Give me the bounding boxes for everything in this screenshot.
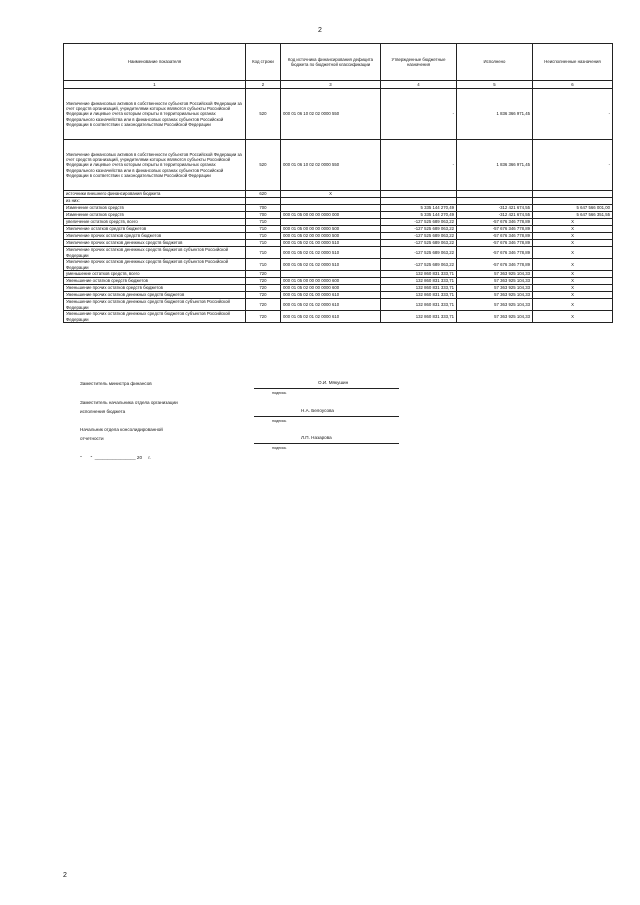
table-row	[64, 271, 613, 278]
cell-executed: 57 363 925 104,33	[457, 278, 533, 285]
header-indicator-name: Наименование показателя	[64, 44, 246, 81]
signature-hint: подпись	[272, 391, 287, 395]
cell-executed: -57 676 346 778,89	[457, 240, 533, 247]
table-row	[64, 212, 613, 219]
accounting-head-label-line2: отчетности	[80, 436, 104, 441]
cell-indicator-name: увеличение остатков средств, всего	[64, 219, 246, 226]
cell-unexecuted: X	[533, 311, 613, 323]
cell-line-code: 710	[246, 240, 281, 247]
cell-indicator-name: Увеличение остатков средств бюджетов	[64, 226, 246, 233]
table-row	[64, 311, 613, 323]
table-row	[64, 191, 613, 198]
signature-hint: подпись	[272, 446, 287, 450]
cell-executed: 57 363 925 104,33	[457, 311, 533, 323]
table-row	[64, 259, 613, 271]
cell-source-code	[281, 219, 381, 226]
cell-source-code: 000 01 05 00 00 00 0000 600	[281, 278, 381, 285]
cell-line-code: 700	[246, 205, 281, 212]
cell-approved: 132 860 831 333,71	[381, 292, 457, 299]
cell-indicator-name: Увеличение финансовых активов в собственности субъектов Российской Федерации за счет средств организаций, учредителями которых являются субъекты Российской Федерации и лицевые счета которым открыты в территориальных органах Федерального казначейства или в финансовых органах субъектов Российской Федерации в соответствии с законодательством Российской Федерации	[64, 140, 246, 191]
cell-indicator-name: Уменьшение остатков средств бюджетов	[64, 278, 246, 285]
cell-executed: -57 676 346 778,89	[457, 247, 533, 259]
cell-source-code: 000 01 06 10 02 02 0000 550	[281, 140, 381, 191]
header-approved: Утвержденные бюджетные назначения	[381, 44, 457, 81]
cell-source-code: 000 01 05 02 01 02 0000 510	[281, 259, 381, 271]
cell-approved: -127 525 689 063,22	[381, 259, 457, 271]
cell-indicator-name: Уменьшение прочих остатков денежных средств бюджетов субъектов Российской Федерации	[64, 311, 246, 323]
header-line-code: Код строки	[246, 44, 281, 81]
cell-line-code: 620	[246, 191, 281, 198]
column-number: 4	[381, 81, 457, 89]
cell-executed: 1 836 366 971,45	[457, 89, 533, 140]
cell-unexecuted: 5 647 566 351,55	[533, 212, 613, 219]
cell-executed: 57 363 925 104,33	[457, 285, 533, 292]
page-number-bottom: 2	[63, 872, 67, 879]
cell-approved: 132 860 831 333,71	[381, 311, 457, 323]
cell-source-code: 000 01 05 02 01 02 0000 610	[281, 299, 381, 311]
cell-executed: 57 363 925 104,33	[457, 271, 533, 278]
cell-approved: 132 860 831 333,71	[381, 271, 457, 278]
table-row	[64, 89, 613, 140]
cell-executed	[457, 198, 533, 205]
cell-unexecuted: -	[533, 140, 613, 191]
cell-executed: 57 363 925 104,33	[457, 292, 533, 299]
column-number: 1	[64, 81, 246, 89]
accounting-head-name: Л.П. Назарова	[301, 435, 332, 440]
column-number: 3	[281, 81, 381, 89]
cell-executed	[457, 191, 533, 198]
cell-line-code: 720	[246, 292, 281, 299]
cell-source-code: 000 01 06 10 02 02 0000 550	[281, 89, 381, 140]
cell-unexecuted: X	[533, 278, 613, 285]
date-line: " " ________________ 20 г.	[80, 455, 151, 460]
deputy-minister-name: О.И. Мякушин	[318, 380, 349, 385]
cell-line-code: 710	[246, 233, 281, 240]
table-row	[64, 226, 613, 233]
cell-unexecuted: -	[533, 89, 613, 140]
cell-source-code: 000 01 05 02 01 02 0000 510	[281, 247, 381, 259]
column-number: 6	[533, 81, 613, 89]
cell-approved: 5 335 144 270,49	[381, 205, 457, 212]
cell-source-code: 000 01 05 02 01 02 0000 610	[281, 311, 381, 323]
cell-line-code: 520	[246, 89, 281, 140]
cell-unexecuted: X	[533, 233, 613, 240]
header-executed: Исполнено	[457, 44, 533, 81]
cell-approved	[381, 198, 457, 205]
cell-indicator-name: Уменьшение прочих остатков денежных средств бюджетов	[64, 292, 246, 299]
table-row	[64, 219, 613, 226]
accounting-head-label-line1: Начальник отдела консолидированной	[80, 427, 163, 432]
cell-approved: -127 525 689 063,22	[381, 233, 457, 240]
cell-line-code: 720	[246, 285, 281, 292]
cell-indicator-name: Уменьшение прочих остатков средств бюджетов	[64, 285, 246, 292]
table-row	[64, 299, 613, 311]
cell-approved: 132 860 831 333,71	[381, 278, 457, 285]
cell-executed: 1 836 366 971,45	[457, 140, 533, 191]
dept-head-label-line1: Заместитель начальника отдела организации	[80, 400, 178, 405]
signature-hint: подпись	[272, 419, 287, 423]
table-row	[64, 247, 613, 259]
cell-approved: 132 860 831 333,71	[381, 299, 457, 311]
page-number-top: 2	[318, 27, 322, 34]
cell-unexecuted: X	[533, 226, 613, 233]
table-row	[64, 240, 613, 247]
cell-unexecuted: 5 647 566 001,00	[533, 205, 613, 212]
cell-unexecuted: X	[533, 271, 613, 278]
cell-source-code: 000 01 05 02 01 00 0000 610	[281, 292, 381, 299]
cell-indicator-name: Уменьшение прочих остатков денежных средств бюджетов субъектов Российской Федерации	[64, 299, 246, 311]
cell-unexecuted: X	[533, 285, 613, 292]
cell-indicator-name: источники внешнего финансирования бюджета	[64, 191, 246, 198]
table-row	[64, 198, 613, 205]
cell-unexecuted: X	[533, 219, 613, 226]
cell-unexecuted: X	[533, 259, 613, 271]
column-number: 2	[246, 81, 281, 89]
dept-head-label-line2: исполнения бюджета	[80, 409, 126, 414]
cell-executed: -312 421 674,55	[457, 212, 533, 219]
cell-approved: -127 525 689 063,22	[381, 219, 457, 226]
cell-indicator-name: из них:	[64, 198, 246, 205]
dept-head-name: Н.А. Белоусова	[301, 408, 334, 413]
cell-approved: -	[381, 89, 457, 140]
cell-indicator-name: уменьшение остатков средств, всего	[64, 271, 246, 278]
cell-unexecuted	[533, 198, 613, 205]
cell-line-code: 720	[246, 311, 281, 323]
cell-line-code: 520	[246, 140, 281, 191]
cell-line-code	[246, 198, 281, 205]
table-row	[64, 233, 613, 240]
header-source-code: Код источника финансирования дефицита бюджета по бюджетной классификации	[281, 44, 381, 81]
cell-approved: -127 525 689 063,22	[381, 226, 457, 233]
cell-line-code: 710	[246, 247, 281, 259]
cell-source-code	[281, 198, 381, 205]
table-row	[64, 205, 613, 212]
cell-unexecuted: X	[533, 292, 613, 299]
cell-approved: -127 525 689 063,22	[381, 240, 457, 247]
cell-unexecuted: X	[533, 247, 613, 259]
cell-source-code: 000 01 05 02 00 00 0000 500	[281, 233, 381, 240]
cell-approved: -	[381, 140, 457, 191]
sources-of-financing-table	[63, 43, 613, 323]
cell-unexecuted	[533, 191, 613, 198]
column-number-row	[64, 81, 613, 89]
cell-source-code: 000 01 05 00 00 00 0000 000	[281, 212, 381, 219]
cell-approved: 5 335 144 270,49	[381, 212, 457, 219]
cell-line-code: 710	[246, 226, 281, 233]
cell-indicator-name: Изменение остатков средств	[64, 212, 246, 219]
cell-indicator-name: Увеличение прочих остатков денежных средств бюджетов	[64, 240, 246, 247]
table-header-row	[64, 44, 613, 81]
column-number: 5	[457, 81, 533, 89]
cell-executed: 57 363 925 104,33	[457, 299, 533, 311]
cell-unexecuted: X	[533, 299, 613, 311]
cell-approved: -127 525 689 063,22	[381, 247, 457, 259]
cell-line-code: 720	[246, 299, 281, 311]
cell-approved	[381, 191, 457, 198]
cell-indicator-name: Изменение остатков средств	[64, 205, 246, 212]
cell-source-code: 000 01 05 02 00 00 0000 600	[281, 285, 381, 292]
cell-source-code: 000 01 05 00 00 00 0000 500	[281, 226, 381, 233]
cell-indicator-name: Увеличение прочих остатков денежных средств бюджетов субъектов Российской Федерации	[64, 247, 246, 259]
cell-indicator-name: Увеличение прочих остатков денежных средств бюджетов субъектов Российской Федерации	[64, 259, 246, 271]
cell-source-code: 000 01 05 02 01 00 0000 510	[281, 240, 381, 247]
deputy-minister-label: Заместитель министра финансов	[80, 381, 152, 386]
cell-line-code: 700	[246, 212, 281, 219]
cell-indicator-name: Увеличение финансовых активов в собственности субъектов Российской Федерации за счет средств организаций, учредителями которых являются субъекты Российской Федерации и лицевые счета которым открыты в территориальных органах Федерального казначейства или в финансовых органах субъектов Российской Федерации в соответствии с законодательством Российской Федерации	[64, 89, 246, 140]
cell-executed: -57 676 346 778,89	[457, 219, 533, 226]
cell-executed: -57 676 346 778,89	[457, 259, 533, 271]
cell-source-code: X	[281, 191, 381, 198]
cell-unexecuted: X	[533, 240, 613, 247]
cell-executed: -312 421 674,55	[457, 205, 533, 212]
cell-indicator-name: Увеличение прочих остатков средств бюджетов	[64, 233, 246, 240]
cell-source-code	[281, 271, 381, 278]
table-row	[64, 278, 613, 285]
header-unexecuted: Неисполненные назначения	[533, 44, 613, 81]
table-row	[64, 140, 613, 191]
table-row	[64, 285, 613, 292]
cell-executed: -57 676 346 778,89	[457, 233, 533, 240]
cell-executed: -57 676 346 778,89	[457, 226, 533, 233]
table-row	[64, 292, 613, 299]
cell-approved: 132 860 831 333,71	[381, 285, 457, 292]
cell-line-code: 720	[246, 278, 281, 285]
cell-line-code: 710	[246, 259, 281, 271]
cell-source-code	[281, 205, 381, 212]
cell-line-code: 720	[246, 271, 281, 278]
cell-line-code: 710	[246, 219, 281, 226]
